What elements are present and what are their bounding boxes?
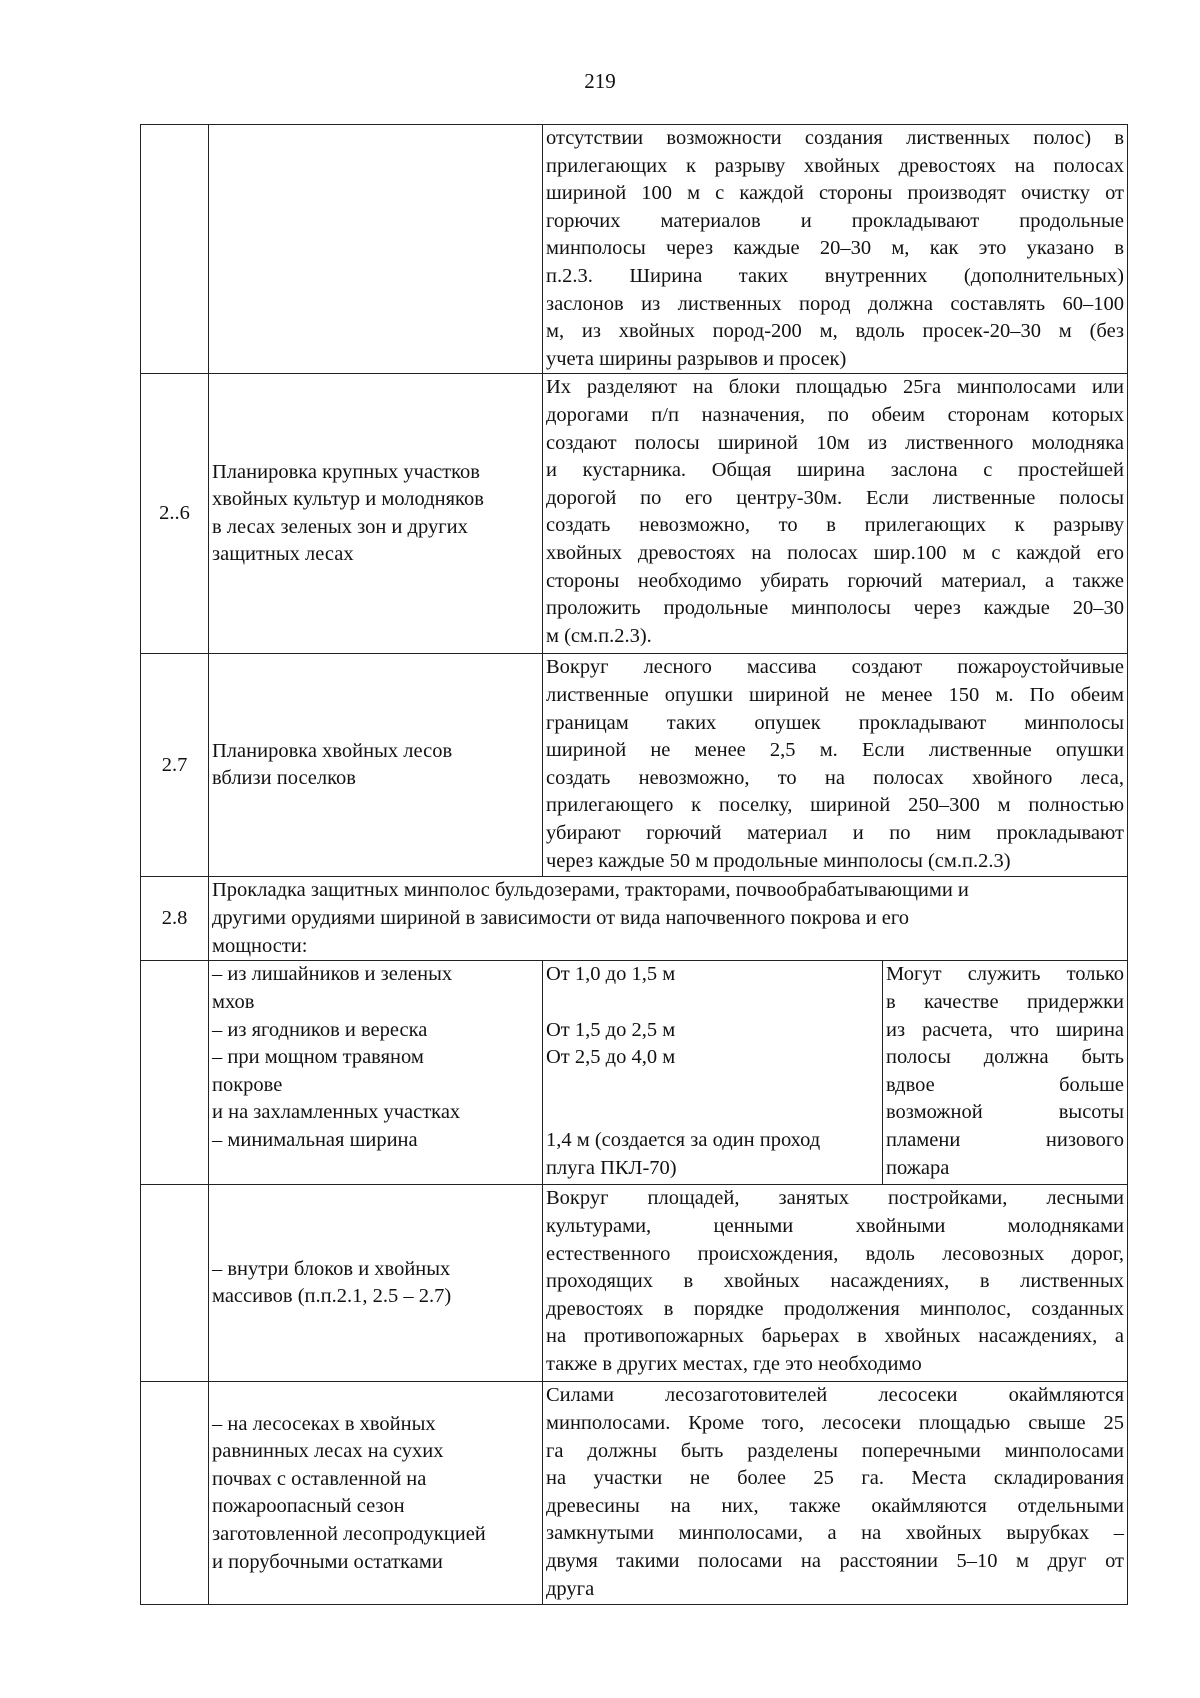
text-line: и кустарника. Общая ширина заслона с простейшей — [546, 459, 1125, 482]
text-line: пламени низового — [886, 1128, 1125, 1151]
text-line: лиственные опушки шириной не менее 150 м. По обеим — [546, 683, 1125, 706]
text-line: двумя такими полосами на расстоянии 5–10 м друг от — [546, 1549, 1125, 1572]
row-description-cell — [543, 125, 1128, 374]
table-row — [141, 125, 1128, 374]
list-item: – при мощном травяном — [212, 1046, 424, 1069]
text-line: убирают горючий материал и по ним прокладывают — [546, 821, 1125, 844]
text-line: Прокладка защитных минполос бульдозерами, тракторами, почвообрабатывающими и — [212, 879, 969, 902]
list-item: покрове — [212, 1073, 283, 1096]
text-line: п.2.3. Ширина таких внутренних (дополнительных) — [546, 264, 1125, 287]
text-line: стороны необходимо убирать горючий материал, а также — [546, 569, 1125, 592]
row-description-cell — [209, 877, 1128, 961]
table-row — [141, 1382, 1128, 1605]
text-line: друга — [546, 1577, 595, 1600]
text-line: Их разделяют на блоки площадью 25га минполосами или — [546, 376, 1125, 399]
list-item: и на захламленных участках — [212, 1101, 461, 1124]
text-line: вдвое больше — [886, 1073, 1125, 1096]
row-description-cell — [543, 1382, 1128, 1605]
text-line: Вокруг площадей, занятых постройками, лесными — [546, 1187, 1125, 1210]
table-row — [141, 654, 1128, 877]
text-line: дорогой по его центру-30м. Если лиственные полосы — [546, 486, 1125, 509]
text-line: создают полосы шириной 10м из лиственного молодняка — [546, 431, 1125, 454]
row-number-cell — [141, 1185, 209, 1382]
text-line: другими орудиями шириной в зависимости от вида напочвенного покрова и его — [212, 906, 910, 929]
row-number-cell: 2.7 — [141, 654, 209, 877]
text-line: древесины на них, также окаймляются отдельными — [546, 1494, 1125, 1517]
row-title-cell: Планировка хвойных лесов вблизи поселков — [209, 654, 543, 877]
width-value: От 2,5 до 4,0 м — [546, 1046, 676, 1069]
text-line: шириной 100 м с каждой стороны производят очистку от — [546, 182, 1125, 205]
text-line: проложить продольные минполосы через каждые 20–30 — [546, 597, 1125, 620]
width-value: От 1,0 до 1,5 м — [546, 963, 676, 986]
text-line: границам таких опушек прокладывают минполосы — [546, 711, 1125, 734]
text-line: прилегающих к разрыву хвойных древостоях на полосах — [546, 154, 1125, 177]
text-line: возможной высоты — [886, 1101, 1125, 1124]
table-row — [141, 961, 1128, 1185]
text-line: полосы должна быть — [886, 1046, 1125, 1069]
row-number-cell: 2.8 — [141, 877, 209, 961]
table-row — [141, 1185, 1128, 1382]
text-line: проходящих в хвойных насаждениях, в лиственных — [546, 1270, 1125, 1293]
table-row — [141, 877, 1128, 961]
text-line: заслонов из лиственных пород должна составлять 60–100 — [546, 292, 1125, 315]
text-line: культурами, ценными хвойными молодняками — [546, 1214, 1125, 1237]
text-line: прилегающего к поселку, шириной 250–300 м полностью — [546, 794, 1125, 817]
width-value: От 1,5 до 2,5 м — [546, 1018, 676, 1041]
text-line: естественного происхождения, вдоль лесовозных дорог, — [546, 1242, 1125, 1265]
width-value: плуга ПКЛ-70) — [546, 1156, 677, 1179]
text-line: из расчета, что ширина — [886, 1018, 1125, 1041]
list-item: – минимальная ширина — [212, 1128, 418, 1151]
text-line: шириной не менее 2,5 м. Если лиственные опушки — [546, 739, 1125, 762]
text-line: пожара — [886, 1156, 950, 1179]
row-number-cell — [141, 125, 209, 374]
text-line: горючих материалов и прокладывают продольные — [546, 209, 1125, 232]
text-line: создать невозможно, то в прилегающих к разрыву — [546, 514, 1125, 537]
width-value: 1,4 м (создается за один проход — [546, 1128, 821, 1151]
text-line: Силами лесозаготовителей лесосеки окаймляются — [546, 1384, 1125, 1407]
table-row — [141, 374, 1128, 654]
row-title-cell: Планировка крупных участков хвойных культур и молодняков в лесах зеленых зон и других защитных лесах — [209, 374, 543, 654]
row-number-cell — [141, 1382, 209, 1605]
list-item: – из ягодников и вереска — [212, 1018, 428, 1041]
text-line: га должны быть разделены поперечными минполосами — [546, 1439, 1125, 1462]
text-line: минполосы через каждые 20–30 м, как это указано в — [546, 237, 1125, 260]
row-description-cell — [543, 374, 1128, 654]
row-number-cell: 2..6 — [141, 374, 209, 654]
row-description-cell — [543, 654, 1128, 877]
text-line: Вокруг лесного массива создают пожароустойчивые — [546, 656, 1125, 679]
text-line: создать невозможно, то на полосах хвойного леса, — [546, 766, 1125, 789]
text-line: мощности: — [212, 934, 308, 957]
list-item: мхов — [212, 990, 255, 1013]
row-description-cell — [543, 1185, 1128, 1382]
text-line: через каждые 50 м продольные минполосы (см.п.2.3) — [546, 849, 1011, 872]
text-line: на участки не более 25 га. Места складирования — [546, 1467, 1125, 1490]
page-number: 219 — [584, 69, 616, 93]
text-line: отсутствии возможности создания лиственных полос) в — [546, 127, 1125, 149]
row-title-cell: – внутри блоков и хвойных массивов (п.п.2.1, 2.5 – 2.7) — [209, 1185, 543, 1382]
text-line: учета ширины разрывов и просек) — [546, 347, 847, 370]
note-cell — [883, 961, 1128, 1185]
text-line: хвойных древостоях на полосах шир.100 м с каждой его — [546, 541, 1125, 564]
row-title-cell: – на лесосеках в хвойных равнинных лесах на сухих почвах с оставленной на пожароопасный сезон заготовленной лесопродукцией и порубочными остатками — [209, 1382, 543, 1605]
text-line: дорогами п/п назначения, по обеим сторонам которых — [546, 403, 1125, 426]
text-line: минполосами. Кроме того, лесосеки площадью свыше 25 — [546, 1411, 1125, 1434]
list-item: – из лишайников и зеленых — [212, 963, 453, 986]
text-line: замкнутыми минполосами, а на хвойных вырубках – — [546, 1522, 1125, 1545]
text-line: м, из хвойных пород-200 м, вдоль просек-20–30 м (без — [546, 320, 1125, 343]
text-line: также в других местах, где это необходимо — [546, 1352, 922, 1375]
row-title-cell — [209, 125, 543, 374]
text-line: Могут служить только — [886, 963, 1125, 986]
text-line: в качестве придержки — [886, 990, 1125, 1013]
text-line: на противопожарных барьерах в хвойных насаждениях, а — [546, 1325, 1125, 1348]
fire-prevention-table — [140, 124, 1128, 1605]
strip-width-cell — [543, 961, 883, 1185]
row-number-cell — [141, 961, 209, 1185]
text-line: м (см.п.2.3). — [546, 624, 652, 647]
cover-type-cell — [209, 961, 543, 1185]
text-line: древостоях в порядке продолжения минполос, созданных — [546, 1297, 1125, 1320]
